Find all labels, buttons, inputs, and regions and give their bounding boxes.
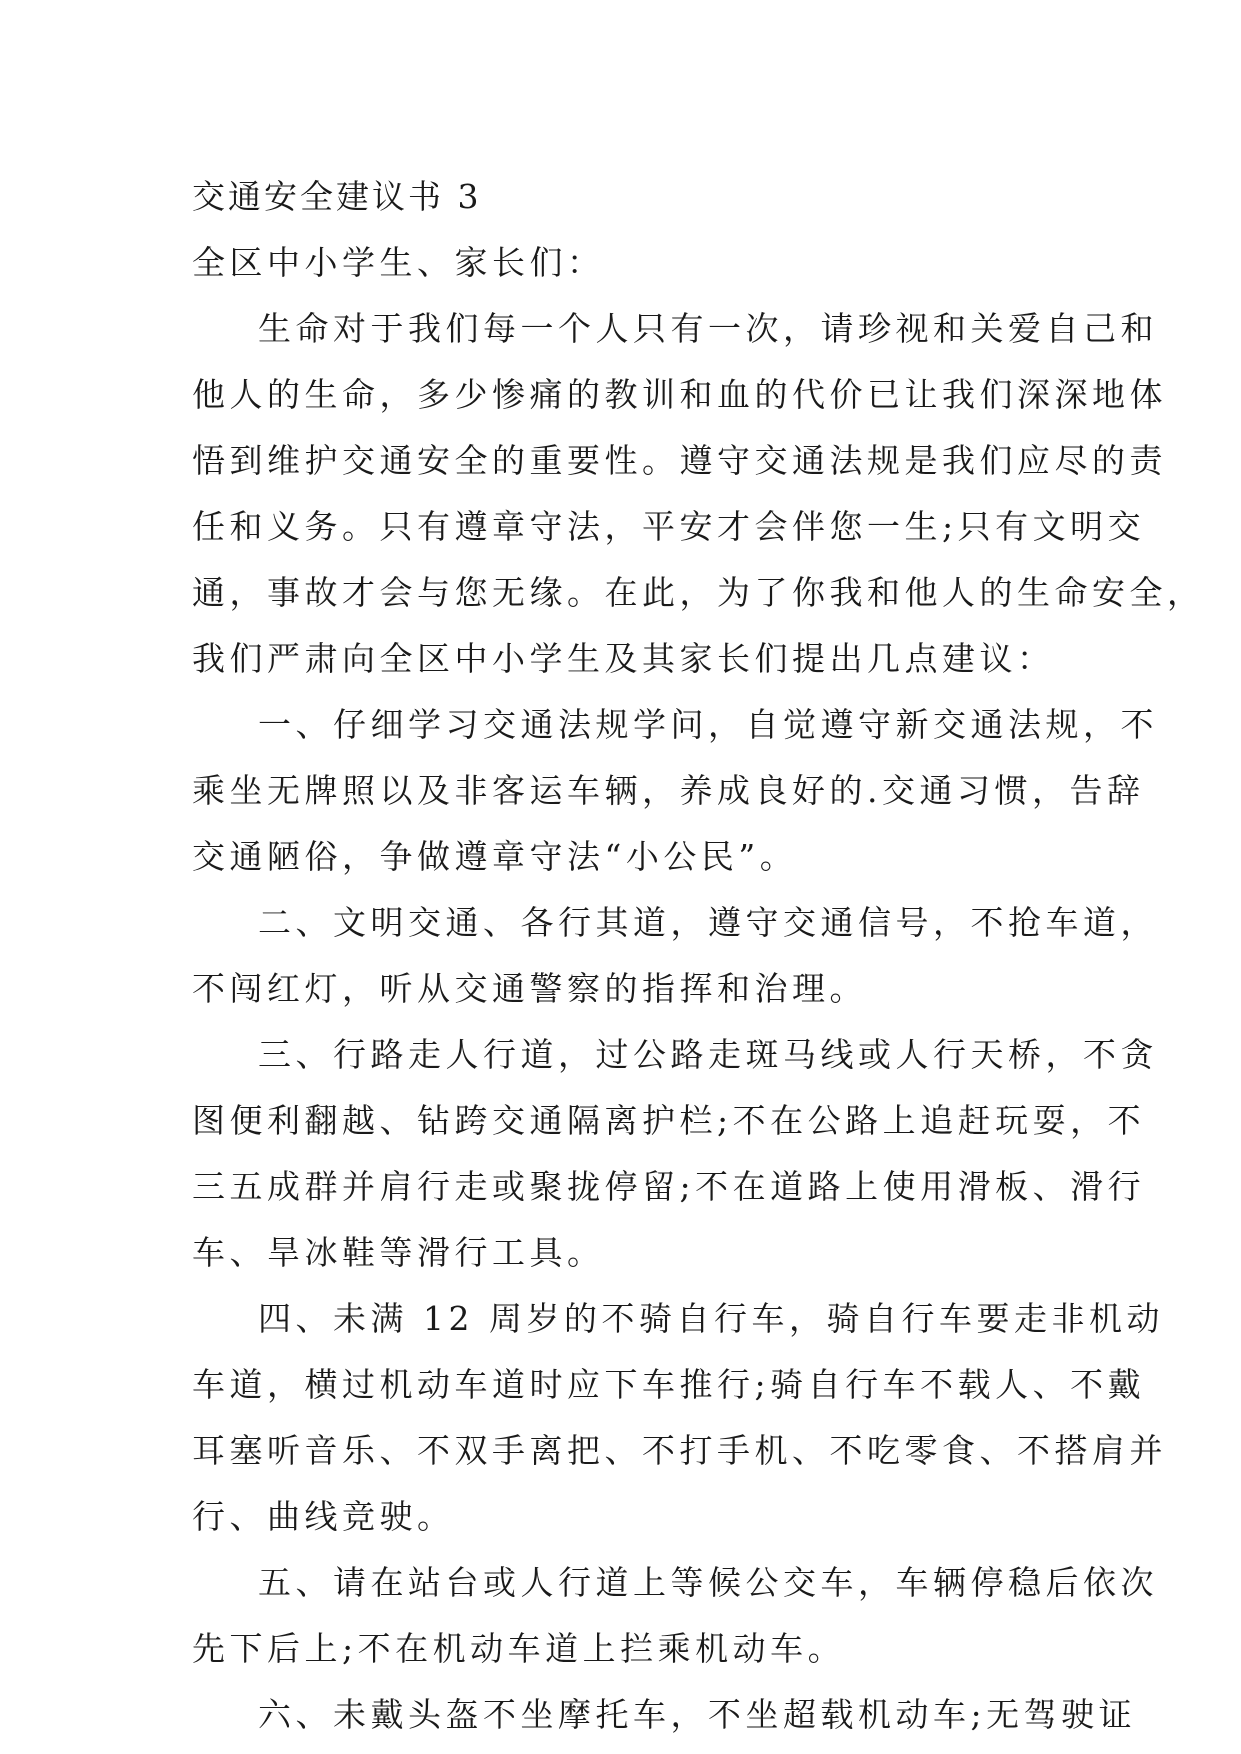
text-line: 四、未满 12 周岁的不骑自行车，骑自行车要走非机动 bbox=[258, 1299, 1164, 1338]
document-body bbox=[192, 164, 1205, 1748]
text-line: 任和义务。只有遵章守法，平安才会伴您一生;只有文明交 bbox=[192, 507, 1146, 546]
text-line: 行、曲线竞驶。 bbox=[192, 1497, 455, 1536]
text-line: 一、仔细学习交通法规学问，自觉遵守新交通法规，不 bbox=[258, 705, 1158, 744]
text-line: 不闯红灯，听从交通警察的指挥和治理。 bbox=[192, 969, 867, 1008]
text-line: 图便利翻越、钻跨交通隔离护栏;不在公路上追赶玩耍，不 bbox=[192, 1101, 1146, 1140]
text-line: 通，事故才会与您无缘。在此，为了你我和他人的生命安全， bbox=[192, 573, 1205, 612]
text-line: 先下后上;不在机动车道上拦乘机动车。 bbox=[192, 1629, 846, 1668]
text-line: 交通陋俗，争做遵章守法“小公民”。 bbox=[192, 837, 798, 876]
text-line: 三、行路走人行道，过公路走斑马线或人行天桥，不贪 bbox=[258, 1035, 1158, 1074]
paragraph-6 bbox=[192, 1550, 1158, 1682]
salutation: 全区中小学生、家长们： bbox=[192, 243, 605, 282]
text-line: 五、请在站台或人行道上等候公交车，车辆停稳后依次 bbox=[258, 1563, 1158, 1602]
paragraph-1 bbox=[192, 296, 1205, 692]
text-line: 乘坐无牌照以及非客运车辆，养成良好的.交通习惯，告辞 bbox=[192, 771, 1145, 810]
paragraph-7 bbox=[192, 1682, 1137, 1748]
text-line: 车道，横过机动车道时应下车推行;骑自行车不载人、不戴 bbox=[192, 1365, 1146, 1404]
text-line: 耳塞听音乐、不双手离把、不打手机、不吃零食、不搭肩并 bbox=[192, 1431, 1167, 1470]
text-line: 我们严肃向全区中小学生及其家长们提出几点建议： bbox=[192, 639, 1055, 678]
paragraph-5 bbox=[192, 1286, 1167, 1550]
paragraph-4 bbox=[192, 1022, 1158, 1286]
text-line: 三五成群并肩行走或聚拢停留;不在道路上使用滑板、滑行 bbox=[192, 1167, 1146, 1206]
text-line: 二、文明交通、各行其道，遵守交通信号，不抢车道， bbox=[258, 903, 1158, 942]
text-line: 六、未戴头盔不坐摩托车，不坐超载机动车;无驾驶证 bbox=[258, 1695, 1137, 1734]
text-line: 悟到维护交通安全的重要性。遵守交通法规是我们应尽的责 bbox=[192, 441, 1167, 480]
document-title: 交通安全建议书 3 bbox=[192, 177, 482, 216]
paragraph-3 bbox=[192, 890, 1158, 1022]
text-line: 他人的生命，多少惨痛的教训和血的代价已让我们深深地体 bbox=[192, 375, 1167, 414]
text-line: 车、旱冰鞋等滑行工具。 bbox=[192, 1233, 605, 1272]
paragraph-2 bbox=[192, 692, 1158, 890]
text-line: 生命对于我们每一个人只有一次，请珍视和关爱自己和 bbox=[258, 309, 1158, 348]
